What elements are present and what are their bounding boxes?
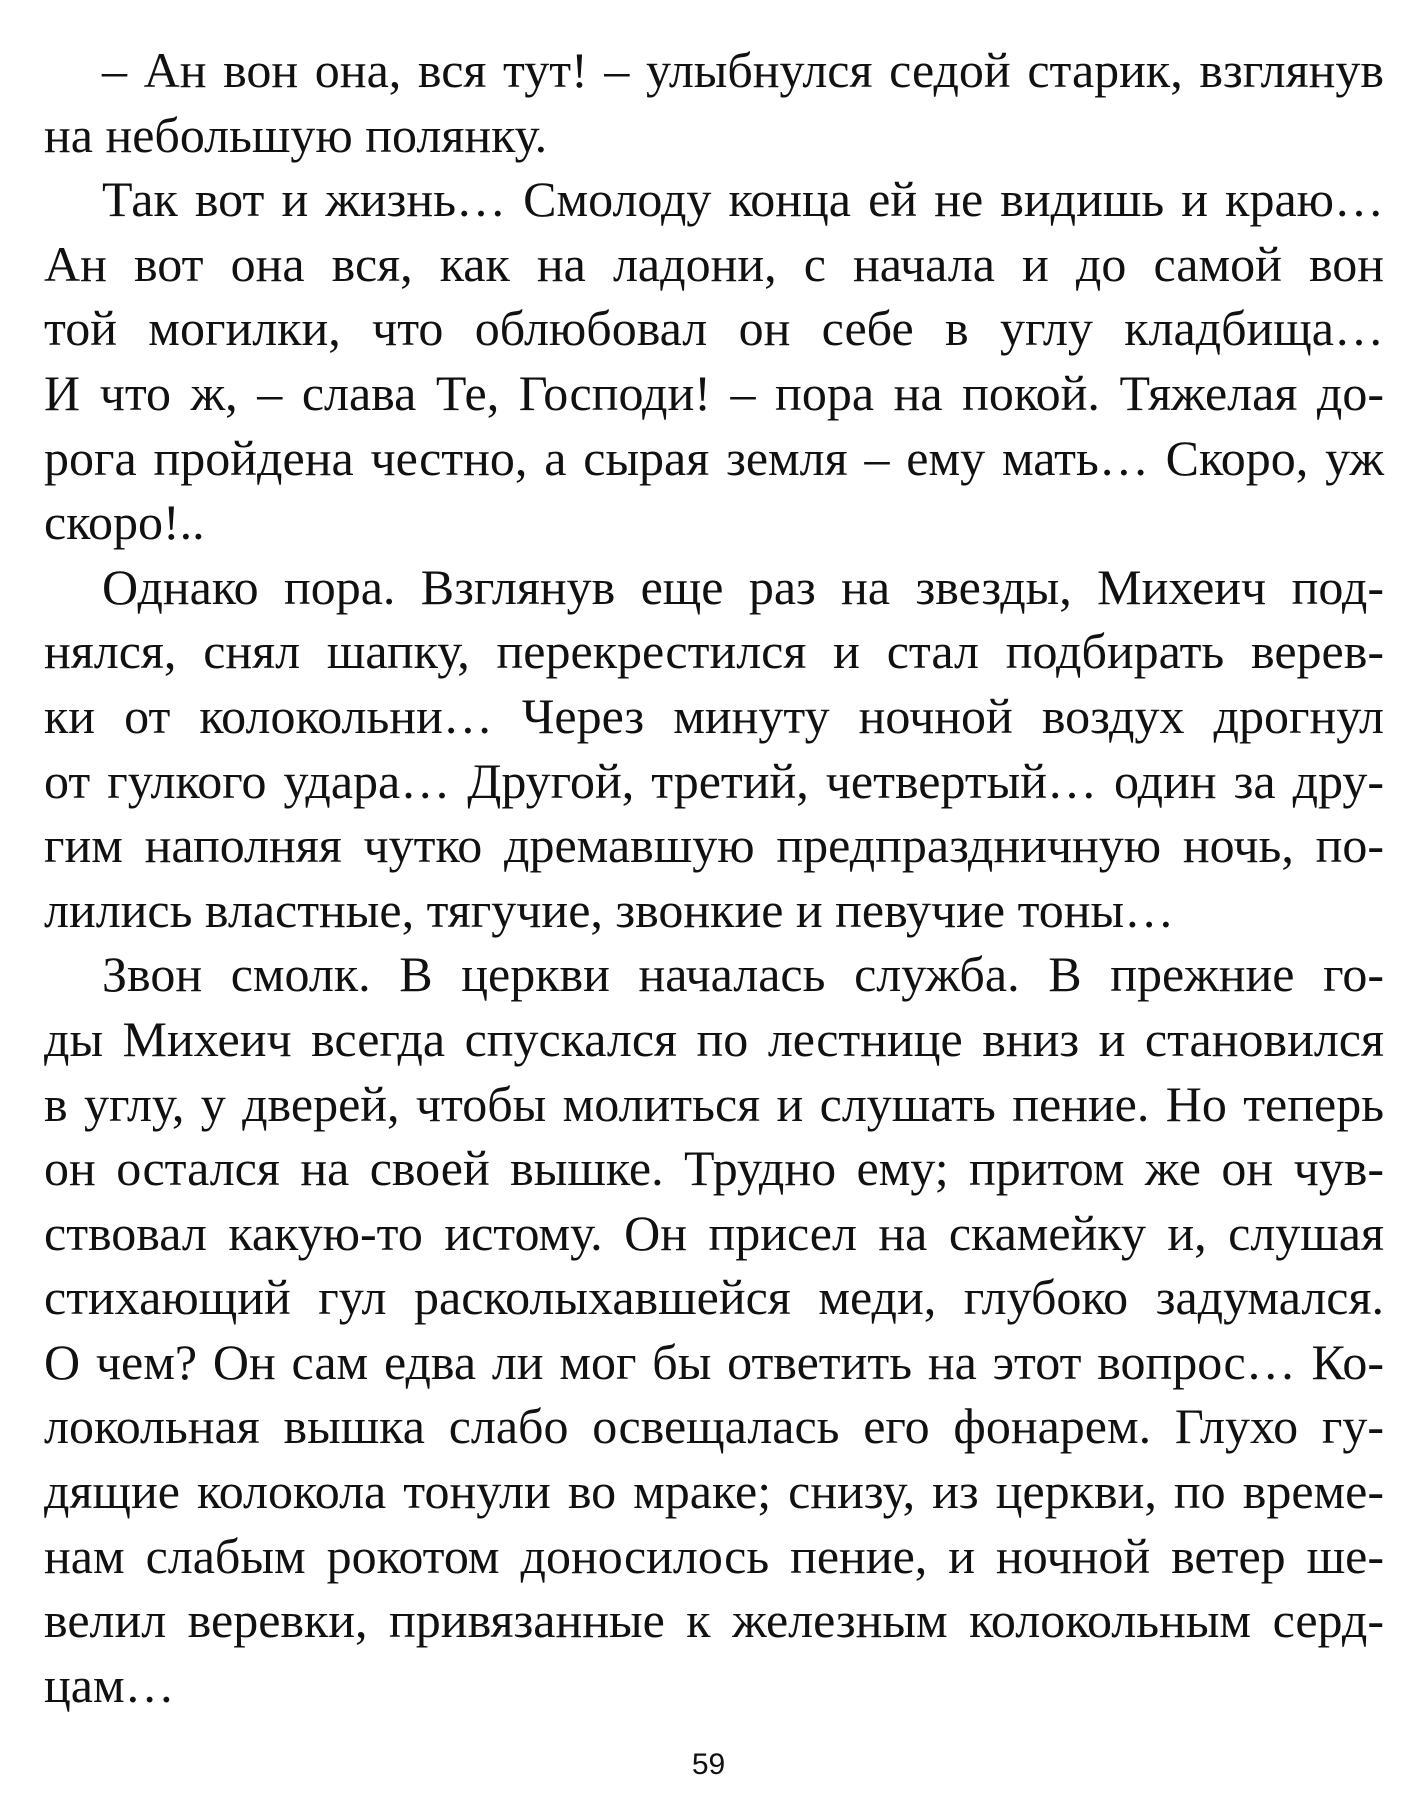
text-line: О чем? Он сам едва ли мог бы ответить на этот вопрос… Ко-: [44, 1333, 1384, 1390]
text-line: И что ж, – слава Те, Господи! – пора на покой. Тяжелая до-: [44, 364, 1384, 421]
text-line: Ан вот она вся, как на ладони, с начала и до самой вон: [44, 235, 1384, 292]
text-line: он остался на своей вышке. Трудно ему; притом же он чув-: [44, 1140, 1384, 1197]
text-line: гим наполняя чутко дремавшую предпраздничную ночь, по-: [44, 817, 1384, 874]
text-line: на небольшую полянку.: [44, 106, 548, 163]
text-line: стихающий гул расколыхавшейся меди, глубоко задумался.: [44, 1269, 1384, 1326]
text-line: рога пройдена честно, а сырая земля – ему мать… Скоро, уж: [44, 429, 1384, 486]
page-number: 59: [691, 1748, 726, 1781]
text-line: Однако пора. Взглянув еще раз на звезды, Михеич под-: [102, 558, 1384, 615]
text-line: нам слабым рокотом доносилось пение, и ночной ветер ше-: [44, 1527, 1384, 1584]
paragraph: [44, 555, 1384, 943]
paragraph: [44, 38, 1384, 167]
text-line: ствовал какую-то истому. Он присел на скамейку и, слушая: [44, 1204, 1384, 1261]
text-line: дящие колокола тонули во мраке; снизу, из церкви, по време-: [44, 1463, 1384, 1520]
text-line: локольная вышка слабо освещалась его фонарем. Глухо гу-: [44, 1398, 1384, 1455]
text-line: ды Михеич всегда спускался по лестнице вниз и становился: [44, 1010, 1384, 1067]
text-line: Звон смолк. В церкви началась служба. В прежние го-: [102, 946, 1384, 1003]
paragraph: [44, 167, 1384, 555]
text-line: той могилки, что облюбовал он себе в углу кладбища…: [44, 300, 1384, 357]
paragraph: [44, 942, 1384, 1717]
text-line: – Ан вон она, вся тут! – улыбнулся седой старик, взглянув: [102, 42, 1384, 98]
text-line: нялся, снял шапку, перекрестился и стал подбирать верев-: [44, 623, 1384, 680]
text-line: в углу, у дверей, чтобы молиться и слушать пение. Но теперь: [44, 1075, 1384, 1132]
text-line: велил веревки, привязанные к железным колокольным серд-: [44, 1592, 1384, 1649]
book-page-text: [44, 38, 1384, 1717]
text-line: скоро!..: [44, 494, 205, 551]
text-line: ки от колокольни… Через минуту ночной воздух дрогнул: [44, 687, 1384, 744]
text-line: от гулкого удара… Другой, третий, четвертый… один за дру-: [44, 752, 1384, 809]
text-line: цам…: [44, 1656, 175, 1713]
text-line: лились властные, тягучие, звонкие и певучие тоны…: [44, 881, 1175, 938]
text-line: Так вот и жизнь… Смолоду конца ей не видишь и краю…: [102, 171, 1384, 228]
